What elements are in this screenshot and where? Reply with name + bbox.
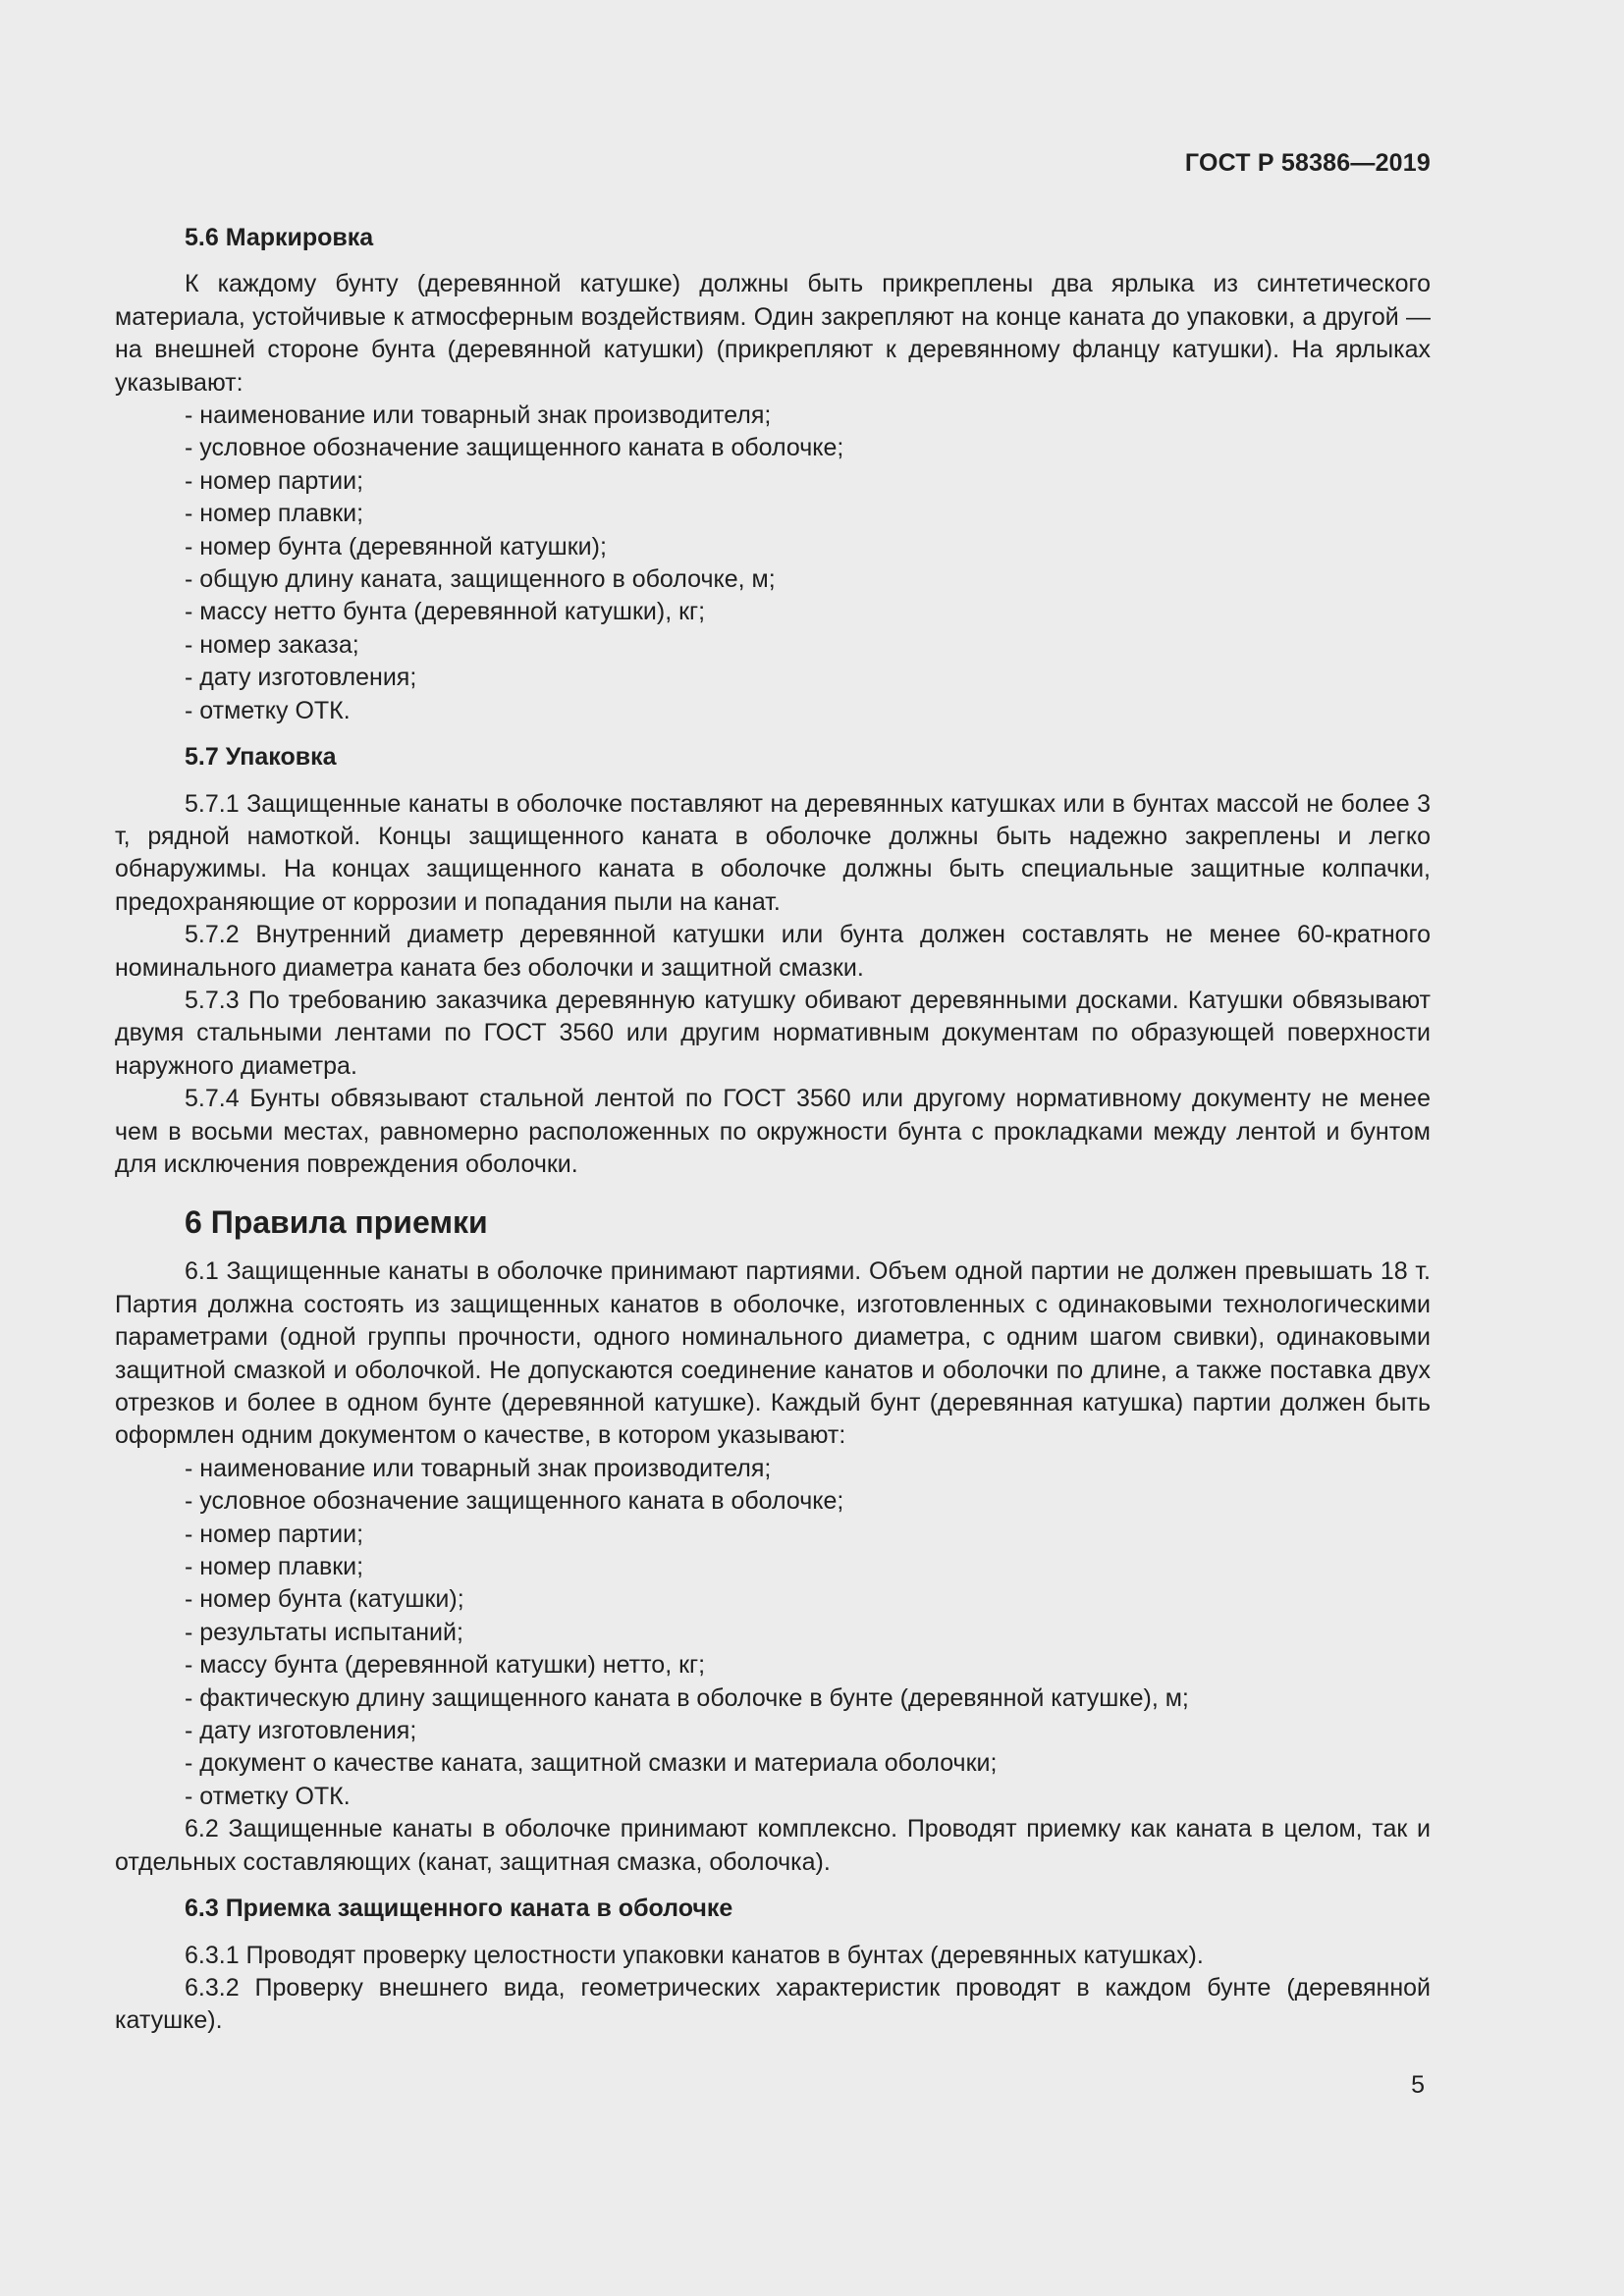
page-number: 5	[1411, 2071, 1425, 2099]
list-item: - номер бунта (катушки);	[185, 1585, 464, 1614]
paragraph-5-7-2: 5.7.2 Внутренний диаметр деревянной катушки или бунта должен составлять не менее 60-кратного номинального диаметра каната без оболочки и защитной смазки.	[115, 921, 1431, 982]
quality-document-list	[115, 1453, 1431, 1813]
list-item: - наименование или товарный знак производителя;	[185, 401, 772, 430]
paragraph-5-7-1: 5.7.1 Защищенные канаты в оболочке поставляют на деревянных катушках или в бунтах массой не более 3 т, рядной намоткой. Концы защищенного каната в оболочке должны быть надежно закреплены и легко обнаружимы. На концах защищенного каната в оболочке должны быть специальные защитные колпачки, предохраняющие от коррозии и попадания пыли на канат.	[115, 789, 1431, 916]
list-item: - результаты испытаний;	[185, 1618, 463, 1646]
document-body	[115, 222, 1431, 2038]
paragraph-6-3-2: 6.3.2 Проверку внешнего вида, геометрических характеристик проводят в каждом бунте (деревянной катушке).	[115, 1973, 1431, 2035]
list-item: - дату изготовления;	[185, 1717, 417, 1745]
list-item: - условное обозначение защищенного каната в оболочке;	[185, 1487, 844, 1516]
list-item: - массу нетто бунта (деревянной катушки), кг;	[185, 598, 706, 626]
section-heading-5-6: 5.6 Маркировка	[185, 224, 374, 251]
list-item: - номер заказа;	[185, 630, 359, 659]
marking-list	[115, 400, 1431, 727]
list-item: - массу бунта (деревянной катушки) нетто, кг;	[185, 1651, 706, 1680]
list-item: - фактическую длину защищенного каната в оболочке в бунте (деревянной катушке), м;	[185, 1683, 1189, 1712]
list-item: - дату изготовления;	[185, 664, 417, 692]
section-heading-5-7: 5.7 Упаковка	[185, 743, 337, 772]
paragraph-6-2: 6.2 Защищенные канаты в оболочке принимают комплексно. Проводят приемку как каната в целом, так и отдельных составляющих (канат, защитная смазка, оболочка).	[115, 1815, 1431, 1876]
list-item: - номер партии;	[185, 1520, 364, 1548]
document-code: ГОСТ Р 58386—2019	[1184, 149, 1431, 177]
list-item: - номер плавки;	[185, 1553, 364, 1581]
paragraph-6-1: 6.1 Защищенные канаты в оболочке принимают партиями. Объем одной партии не должен превышать 18 т. Партия должна состоять из защищенных канатов в оболочке, изготовленных с одинаковыми технологическими параметрами (одной группы прочности, одного номинального диаметра, с одним шагом свивки), одинаковыми защитной смазкой и оболочкой. Не допускаются соединение канатов и оболочки по длине, а также поставка двух отрезков и более в одном бунте (деревянной катушке). Каждый бунт (деревянная катушка) партии должен быть оформлен одним документом о качестве, в котором указывают:	[115, 1257, 1431, 1450]
list-item: - номер бунта (деревянной катушки);	[185, 532, 607, 561]
paragraph-5-6: К каждому бунту (деревянной катушке) должны быть прикреплены два ярлыка из синтетического материала, устойчивые к атмосферным воздействиям. Один закрепляют на конце каната до упаковки, а другой — на внешней стороне бунта (деревянной катушки) (прикрепляют к деревянному фланцу катушки). На ярлыках указывают:	[115, 270, 1431, 397]
list-item: - отметку ОТК.	[185, 696, 351, 724]
list-item: - условное обозначение защищенного каната в оболочке;	[185, 434, 844, 462]
list-item: - номер плавки;	[185, 500, 364, 528]
list-item: - наименование или товарный знак производителя;	[185, 1454, 772, 1482]
list-item: - отметку ОТК.	[185, 1782, 351, 1810]
list-item: - общую длину каната, защищенного в оболочке, м;	[185, 565, 776, 594]
paragraph-6-3-1: 6.3.1 Проводят проверку целостности упаковки канатов в бунтах (деревянных катушках).	[185, 1941, 1204, 1969]
list-item: - номер партии;	[185, 466, 364, 495]
paragraph-5-7-3: 5.7.3 По требованию заказчика деревянную катушку обивают деревянными досками. Катушки обвязывают двумя стальными лентами по ГОСТ 3560 или другим нормативным документам по образующей поверхности наружного диаметра.	[115, 986, 1431, 1080]
paragraph-5-7-4: 5.7.4 Бунты обвязывают стальной лентой по ГОСТ 3560 или другому нормативному документу не менее чем в восьми местах, равномерно расположенных по окружности бунта с прокладками между лентой и бунтом для исключения повреждения оболочки.	[115, 1085, 1431, 1178]
list-item: - документ о качестве каната, защитной смазки и материала оболочки;	[185, 1749, 998, 1778]
section-heading-6-3: 6.3 Приемка защищенного каната в оболочке	[185, 1895, 733, 1923]
section-heading-6: 6 Правила приемки	[185, 1204, 488, 1241]
